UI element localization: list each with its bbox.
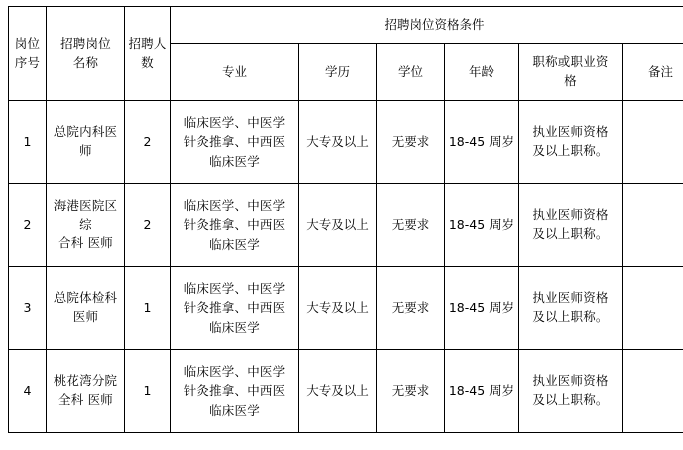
cell-line: 执业医师资格 [532,373,609,389]
header-cell-no [9,7,47,101]
cell-education: 大专及以上 [299,350,377,433]
header-line: 招聘岗位 [60,35,111,51]
cell-line: 及以上职称。 [532,392,609,407]
header-cell-qualification-group: 招聘岗位资格条件 [171,7,683,44]
cell-title [519,101,623,184]
header-cell-degree: 学位 [377,44,445,101]
cell-degree: 无要求 [377,267,445,350]
header-cell-note: 备注 [623,44,683,101]
cell-degree: 无要求 [377,184,445,267]
header-line: 岗位 [14,35,41,51]
cell-no: 4 [9,350,47,433]
cell-num: 2 [125,101,171,184]
table-row [9,184,683,267]
cell-line: 临床医学、中医学 [183,280,286,296]
table-row [9,267,683,350]
cell-line: 师 [79,143,92,158]
cell-degree: 无要求 [377,101,445,184]
cell-line: 执业医师资格 [532,124,609,140]
cell-line: 总院内科医 [53,124,118,140]
cell-age: 18-45 周岁 [445,184,519,267]
cell-line: 针灸推拿、中西医 [183,217,286,233]
cell-line: 临床医学 [209,402,260,418]
cell-line: 总院体检科 [53,290,118,306]
cell-line: 临床医学、中医学 [183,114,286,130]
cell-note [623,184,683,267]
cell-title [519,184,623,267]
cell-post [47,350,125,433]
cell-education: 大专及以上 [299,267,377,350]
table-row [9,101,683,184]
cell-no: 1 [9,101,47,184]
cell-line: 临床医学、中医学 [183,363,286,379]
cell-major [171,101,299,184]
header-line: 招聘人 [128,35,167,51]
cell-post [47,267,125,350]
header-cell-num [125,7,171,101]
cell-num: 1 [125,350,171,433]
cell-post [47,184,125,267]
cell-line: 临床医学 [209,236,260,252]
cell-line: 针灸推拿、中西医 [183,383,286,399]
header-line: 数 [141,54,154,70]
header-cell-age: 年龄 [445,44,519,101]
cell-line: 针灸推拿、中西医 [183,300,286,316]
cell-no: 3 [9,267,47,350]
cell-post [47,101,125,184]
cell-note [623,101,683,184]
cell-line: 及以上职称。 [532,143,609,158]
cell-degree: 无要求 [377,350,445,433]
cell-num: 2 [125,184,171,267]
cell-education: 大专及以上 [299,101,377,184]
cell-line: 临床医学、中医学 [183,197,286,213]
cell-age: 18-45 周岁 [445,350,519,433]
cell-age: 18-45 周岁 [445,267,519,350]
header-line: 名称 [72,54,99,70]
cell-major [171,350,299,433]
cell-line: 及以上职称。 [532,309,609,324]
recruitment-table [8,6,683,433]
header-line: 格 [564,73,577,88]
table-row [9,350,683,433]
cell-line: 执业医师资格 [532,207,609,223]
cell-note [623,350,683,433]
cell-title [519,350,623,433]
header-cell-major: 专业 [171,44,299,101]
cell-line: 临床医学 [209,319,260,335]
cell-no: 2 [9,184,47,267]
cell-major [171,184,299,267]
cell-line: 临床医学 [209,153,260,169]
header-cell-post [47,7,125,101]
header-cell-title [519,44,623,101]
cell-line: 及以上职称。 [532,226,609,241]
table-header-row-top [9,7,683,44]
cell-age: 18-45 周岁 [445,101,519,184]
cell-education: 大专及以上 [299,184,377,267]
cell-line: 桃花湾分院 [53,373,118,389]
cell-line: 医师 [72,309,99,324]
cell-line: 合科 医师 [58,235,113,251]
cell-line: 针灸推拿、中西医 [183,134,286,150]
header-line: 序号 [14,54,41,70]
header-cell-education: 学历 [299,44,377,101]
cell-line: 执业医师资格 [532,290,609,306]
cell-note [623,267,683,350]
cell-num: 1 [125,267,171,350]
cell-major [171,267,299,350]
cell-line: 海港医院区综 [53,197,118,232]
header-line: 职称或职业资 [532,54,609,70]
cell-line: 全科 医师 [58,392,113,407]
cell-title [519,267,623,350]
